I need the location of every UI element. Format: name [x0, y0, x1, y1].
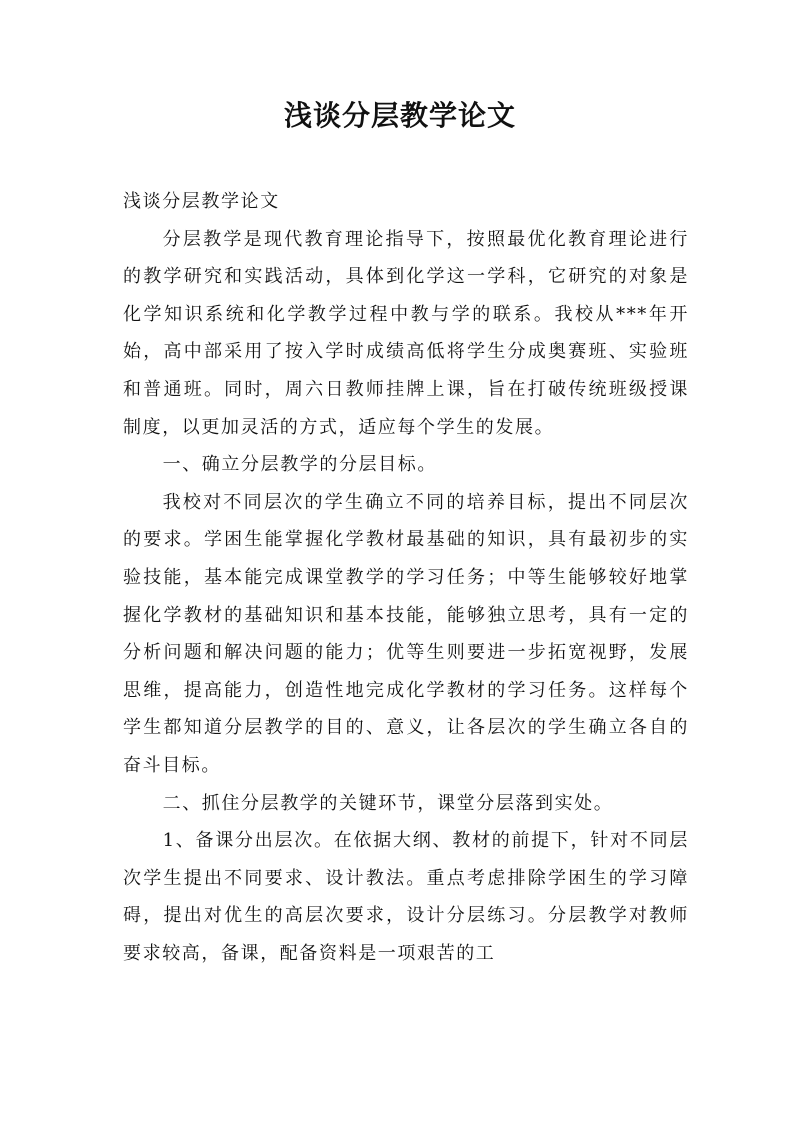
paragraph-lesson-prep: 1、备课分出层次。在依据大纲、教材的前提下，针对不同层次学生提出不同要求、设计教法。重点考虑排除学困生的学习障碍，提出对优生的高层次要求，设计分层练习。分层教学对教师要求较高，备课，配备资料是一项艰苦的工	[123, 830, 689, 964]
paragraph-goals: 我校对不同层次的学生确立不同的培养目标，提出不同层次的要求。学困生能掌握化学教材最基础的知识，具有最初步的实验技能，基本能完成课堂教学的学习任务；中等生能够较好地掌握化学教材的基础知识和基本技能，能够独立思考，具有一定的分析问题和解决问题的能力；优等生则要进一步拓宽视野，发展思维，提高能力，创造性地完成化学教材的学习任务。这样每个学生都知道分层教学的目的、意义，让各层次的学生确立各自的奋斗目标。	[123, 491, 689, 776]
paragraph-intro: 分层教学是现代教育理论指导下，按照最优化教育理论进行的教学研究和实践活动，具体到化学这一学科，它研究的对象是化学知识系统和化学教学过程中教与学的联系。我校从***年开始，高中部采用了按入学时成绩高低将学生分成奥赛班、实验班和普通班。同时，周六日教师挂牌上课，旨在打破传统班级授课制度，以更加灵活的方式，适应每个学生的发展。	[123, 228, 689, 438]
section-heading-2: 二、抓住分层教学的关键环节，课堂分层落到实处。	[162, 792, 614, 814]
document-body	[123, 183, 689, 972]
document-title: 浅谈分层教学论文	[283, 99, 516, 132]
section-heading-1: 一、确立分层教学的分层目标。	[162, 454, 437, 476]
document-subtitle: 浅谈分层教学论文	[123, 191, 280, 212]
